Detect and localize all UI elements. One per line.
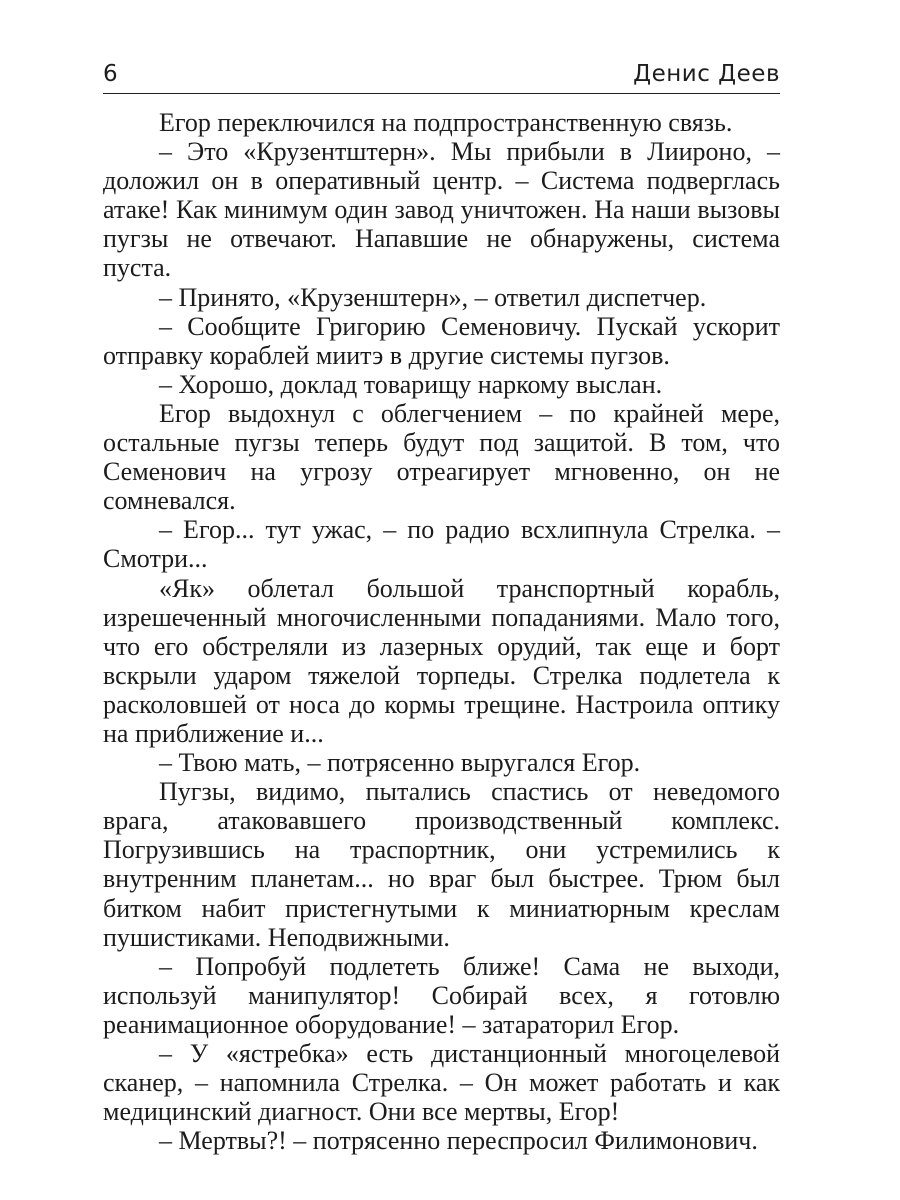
page-number: 6: [103, 61, 119, 87]
paragraph: – Егор... тут ужас, – по радио всхлипнула Стрелка. – Смотри...: [103, 515, 780, 574]
paragraph: Егор переключился на подпространственную связь.: [159, 108, 733, 137]
paragraph: – Хорошо, доклад товарищу наркому выслан.: [159, 369, 663, 399]
paragraph: – Это «Крузентштерн». Мы прибыли в Лиироно, – доложил он в оперативный центр. – Система подверглась атаке! Как минимум один завод уничтожен. На наши вызовы пугзы не отвечают. Напавшие не обнаружены, система пуста.: [103, 137, 780, 283]
paragraph: – Твою мать, – потрясенно выругался Егор.: [159, 748, 641, 778]
paragraph: – Принято, «Крузенштерн», – ответил диспетчер.: [159, 282, 707, 312]
paragraph: – Мертвы?! – потрясенно переспросил Филимонович.: [159, 1126, 758, 1156]
paragraph: – Попробуй подлететь ближе! Сама не выходи, используй манипулятор! Собирай всех, я готовлю реанимационное оборудование! – затараторил Егор.: [103, 951, 780, 1039]
body-text: [103, 108, 780, 1155]
page-header: [103, 58, 780, 94]
paragraph: – Сообщите Григорию Семеновичу. Пускай ускорит отправку кораблей миитэ в другие системы пугзов.: [103, 311, 780, 370]
running-head-author: Денис Деев: [633, 61, 780, 87]
paragraph: «Як» облетал большой транспортный корабль, изрешеченный многочисленными попаданиями. Мало того, что его обстреляли из лазерных орудий, так еще и борт вскрыли ударом тяжелой торпеды. Стрелка подлетела к расколовшей от носа до кормы трещине. Настроила оптику на приближение и...: [103, 573, 780, 748]
paragraph: Пугзы, видимо, пытались спастись от неведомого врага, атаковавшего производственный комплекс. Погрузившись на траспортник, они устремились к внутренним планетам... но враг был быстрее. Трюм был битком набит пристегнутыми к миниатюрным креслам пушистиками. Неподвижными.: [103, 777, 780, 952]
paragraph: Егор выдохнул с облегчением – по крайней мере, остальные пугзы теперь будут под защитой. В том, что Семенович на угрозу отреагирует мгновенно, он не сомневался.: [103, 398, 780, 516]
paragraph: – У «ястребка» есть дистанционный многоцелевой сканер, – напомнила Стрелка. – Он может работать и как медицинский диагност. Они все мертвы, Егор!: [103, 1039, 780, 1127]
